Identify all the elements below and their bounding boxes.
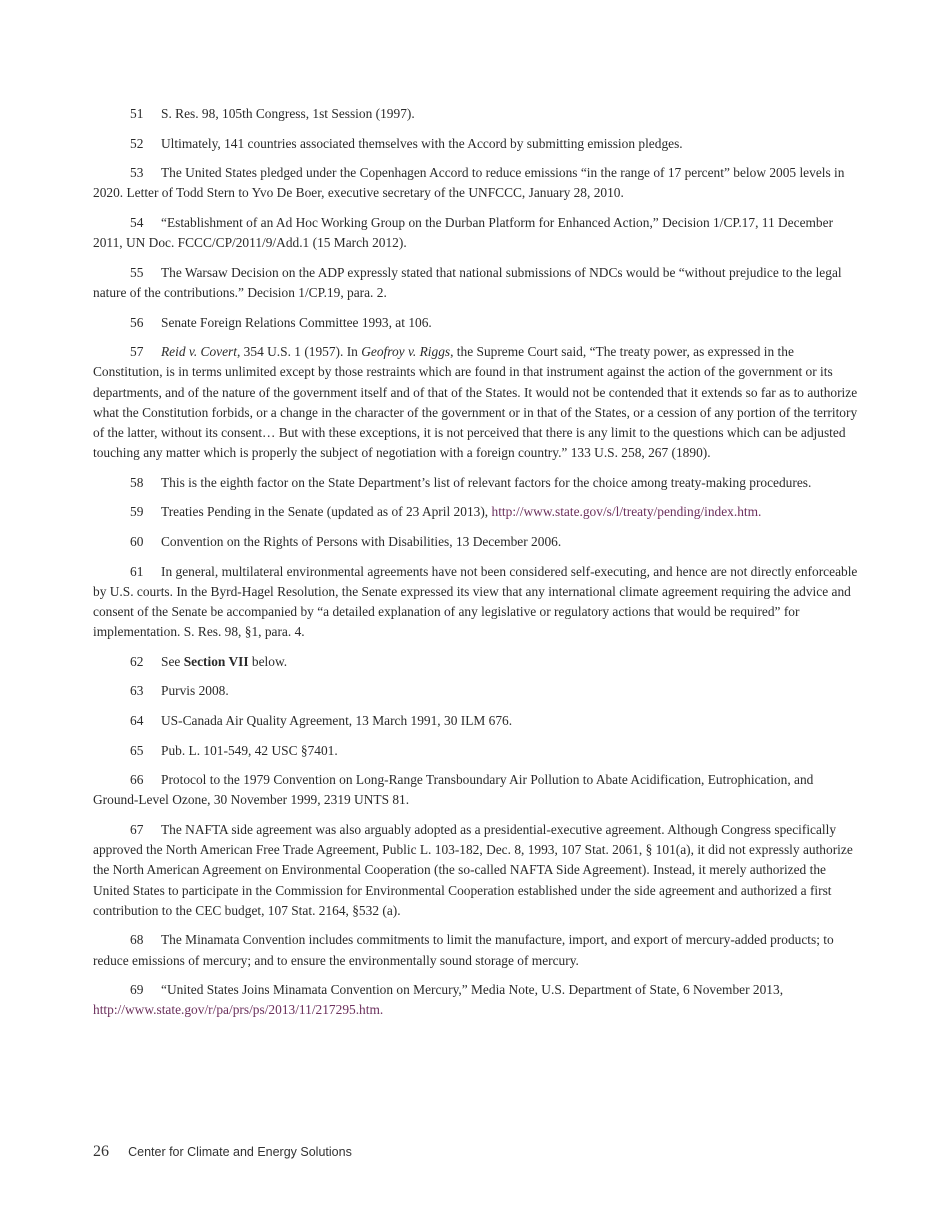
footnote-text: Senate Foreign Relations Committee 1993, at 106. bbox=[161, 314, 432, 330]
footnote-text: The Warsaw Decision on the ADP expressly stated that national submissions of NDCs would be “without prejudice to the legal nature of the contributions.” Decision 1/CP.19, para. 2. bbox=[93, 264, 842, 300]
footnote-number: 57 bbox=[130, 344, 144, 360]
footnote-68 bbox=[93, 930, 859, 970]
page-number: 26 bbox=[93, 1143, 109, 1160]
case-name: Geofroy v. Riggs bbox=[361, 344, 451, 360]
footnote-number: 64 bbox=[130, 712, 144, 728]
footnote-number: 54 bbox=[130, 214, 144, 230]
footnote-text: Treaties Pending in the Senate (updated as of 23 April 2013), bbox=[161, 504, 492, 520]
footnote-text: “Establishment of an Ad Hoc Working Group on the Durban Platform for Enhanced Action,” Decision 1/CP.17, 11 December 2011, UN Doc. FCCC/CP/2011/9/Add.1 (15 March 2012). bbox=[93, 214, 834, 251]
footnote-text: In general, multilateral environmental agreements have not been considered self-executing, and hence are not directly enforceable by U.S. courts. In the Byrd-Hagel Resolution, the Senate expressed its view that any international climate agreement requiring the advice and consent of the Senate be accompanied by “a detailed explanation of any legislative or regulatory actions that would be required” for implementation. S. Res. 98, §1, para. 4. bbox=[93, 563, 858, 640]
footnote-text: The NAFTA side agreement was also arguably adopted as a presidential-executive agreement. Although Congress specifically approved the North American Free Trade Agreement, Public L. 103-182, Dec. 8, 1993, 107 Stat. 2061, § 101(a), it did not expressly authorize the North American Agreement on Environmental Cooperation (the so-called NAFTA Side Agreement). Instead, it merely authorized the United States to participate in the Commission for Environmental Cooperation established under the side agreement and authorized a first contribution to the CEC budget, 107 Stat. 2164, §532 (a). bbox=[93, 821, 853, 918]
case-name: Reid v. Covert bbox=[161, 344, 237, 360]
footnote-text: Convention on the Rights of Persons with Disabilities, 13 December 2006. bbox=[161, 533, 562, 549]
footnote-63 bbox=[93, 681, 859, 701]
footnote-text: See bbox=[161, 653, 184, 669]
footnote-number: 53 bbox=[130, 165, 144, 181]
footnote-69 bbox=[93, 980, 859, 1020]
footnote-number: 63 bbox=[130, 683, 144, 699]
footnotes-list bbox=[93, 104, 859, 1030]
footnote-number: 62 bbox=[130, 653, 144, 669]
footnote-number: 67 bbox=[130, 821, 144, 837]
footnote-53 bbox=[93, 163, 859, 203]
footnote-number: 56 bbox=[130, 314, 144, 330]
footnote-number: 52 bbox=[130, 135, 144, 151]
footnote-text: Ultimately, 141 countries associated themselves with the Accord by submitting emission pledges. bbox=[161, 135, 683, 151]
footnote-60 bbox=[93, 532, 859, 552]
footnote-61 bbox=[93, 562, 859, 643]
footnote-number: 51 bbox=[130, 106, 144, 121]
footnote-number: 58 bbox=[130, 474, 144, 490]
footnote-54 bbox=[93, 213, 859, 253]
footnote-number: 59 bbox=[130, 504, 144, 520]
footnote-65 bbox=[93, 741, 859, 761]
url-link[interactable]: http://www.state.gov/r/pa/prs/ps/2013/11/217295.htm. bbox=[93, 1002, 384, 1018]
url-link[interactable]: http://www.state.gov/s/l/treaty/pending/index.htm. bbox=[491, 504, 762, 520]
footnote-58 bbox=[93, 473, 859, 493]
footnote-number: 65 bbox=[130, 742, 144, 758]
footnote-number: 66 bbox=[130, 772, 144, 788]
footnote-51 bbox=[93, 104, 859, 124]
footnote-text: “United States Joins Minamata Convention on Mercury,” Media Note, U.S. Department of State, 6 November 2013, bbox=[161, 982, 784, 998]
footnote-56 bbox=[93, 313, 859, 333]
footnote-text: S. Res. 98, 105th Congress, 1st Session (1997). bbox=[161, 106, 415, 121]
footnote-number: 55 bbox=[130, 264, 144, 280]
footnote-text: The United States pledged under the Copenhagen Accord to reduce emissions “in the range of 17 percent” below 2005 levels in 2020. Letter of Todd Stern to Yvo De Boer, executive secretary of the UNFCCC, January 28, 2010. bbox=[93, 165, 845, 201]
footer-organization: Center for Climate and Energy Solutions bbox=[128, 1145, 352, 1159]
footnote-55 bbox=[93, 263, 859, 303]
footnote-number: 69 bbox=[130, 982, 144, 998]
footnote-59 bbox=[93, 502, 859, 522]
footnote-text: US-Canada Air Quality Agreement, 13 March 1991, 30 ILM 676. bbox=[161, 712, 513, 728]
footnote-text: The Minamata Convention includes commitments to limit the manufacture, import, and export of mercury-added products; to reduce emissions of mercury; and to ensure the environmentally sound storage of mercury. bbox=[93, 932, 834, 968]
footnote-text: Pub. L. 101-549, 42 USC §7401. bbox=[161, 742, 338, 758]
footnote-number: 68 bbox=[130, 932, 144, 948]
footnote-text: Purvis 2008. bbox=[161, 683, 229, 699]
footnote-62 bbox=[93, 652, 859, 672]
footnote-text: , 354 U.S. 1 (1957). In bbox=[236, 344, 362, 360]
footnote-text: This is the eighth factor on the State Department’s list of relevant factors for the choice among treaty-making procedures. bbox=[161, 474, 812, 490]
footnote-number: 61 bbox=[130, 563, 144, 579]
footnote-66 bbox=[93, 770, 859, 810]
section-reference: Section VII bbox=[183, 653, 249, 669]
page-footer bbox=[93, 1141, 352, 1161]
footnote-64 bbox=[93, 711, 859, 731]
footnote-52 bbox=[93, 134, 859, 154]
footnote-67 bbox=[93, 820, 859, 921]
footnote-57 bbox=[93, 342, 859, 463]
footnote-text: Protocol to the 1979 Convention on Long-Range Transboundary Air Pollution to Abate Acidification, Eutrophication, and Ground-Level Ozone, 30 November 1999, 2319 UNTS 81. bbox=[93, 772, 814, 808]
footnote-text: below. bbox=[248, 653, 288, 669]
footnote-number: 60 bbox=[130, 533, 144, 549]
footnote-text: , the Supreme Court said, “The treaty power, as expressed in the Constitution, is in terms unlimited except by those restraints which are found in that instrument against the action of the government or its departments, and of the nature of the government itself and of that of the States. It would not be contended that it extends so far as to authorize what the Constitution forbids, or a change in the character of the government or in that of the States, or a cession of any portion of the territory of the latter, without its consent… But with these exceptions, it is not perceived that there is any limit to the questions which can be adjusted touching any matter which is properly the subject of negotiation with a foreign country.” 133 U.S. 258, 267 (1890). bbox=[93, 344, 858, 461]
